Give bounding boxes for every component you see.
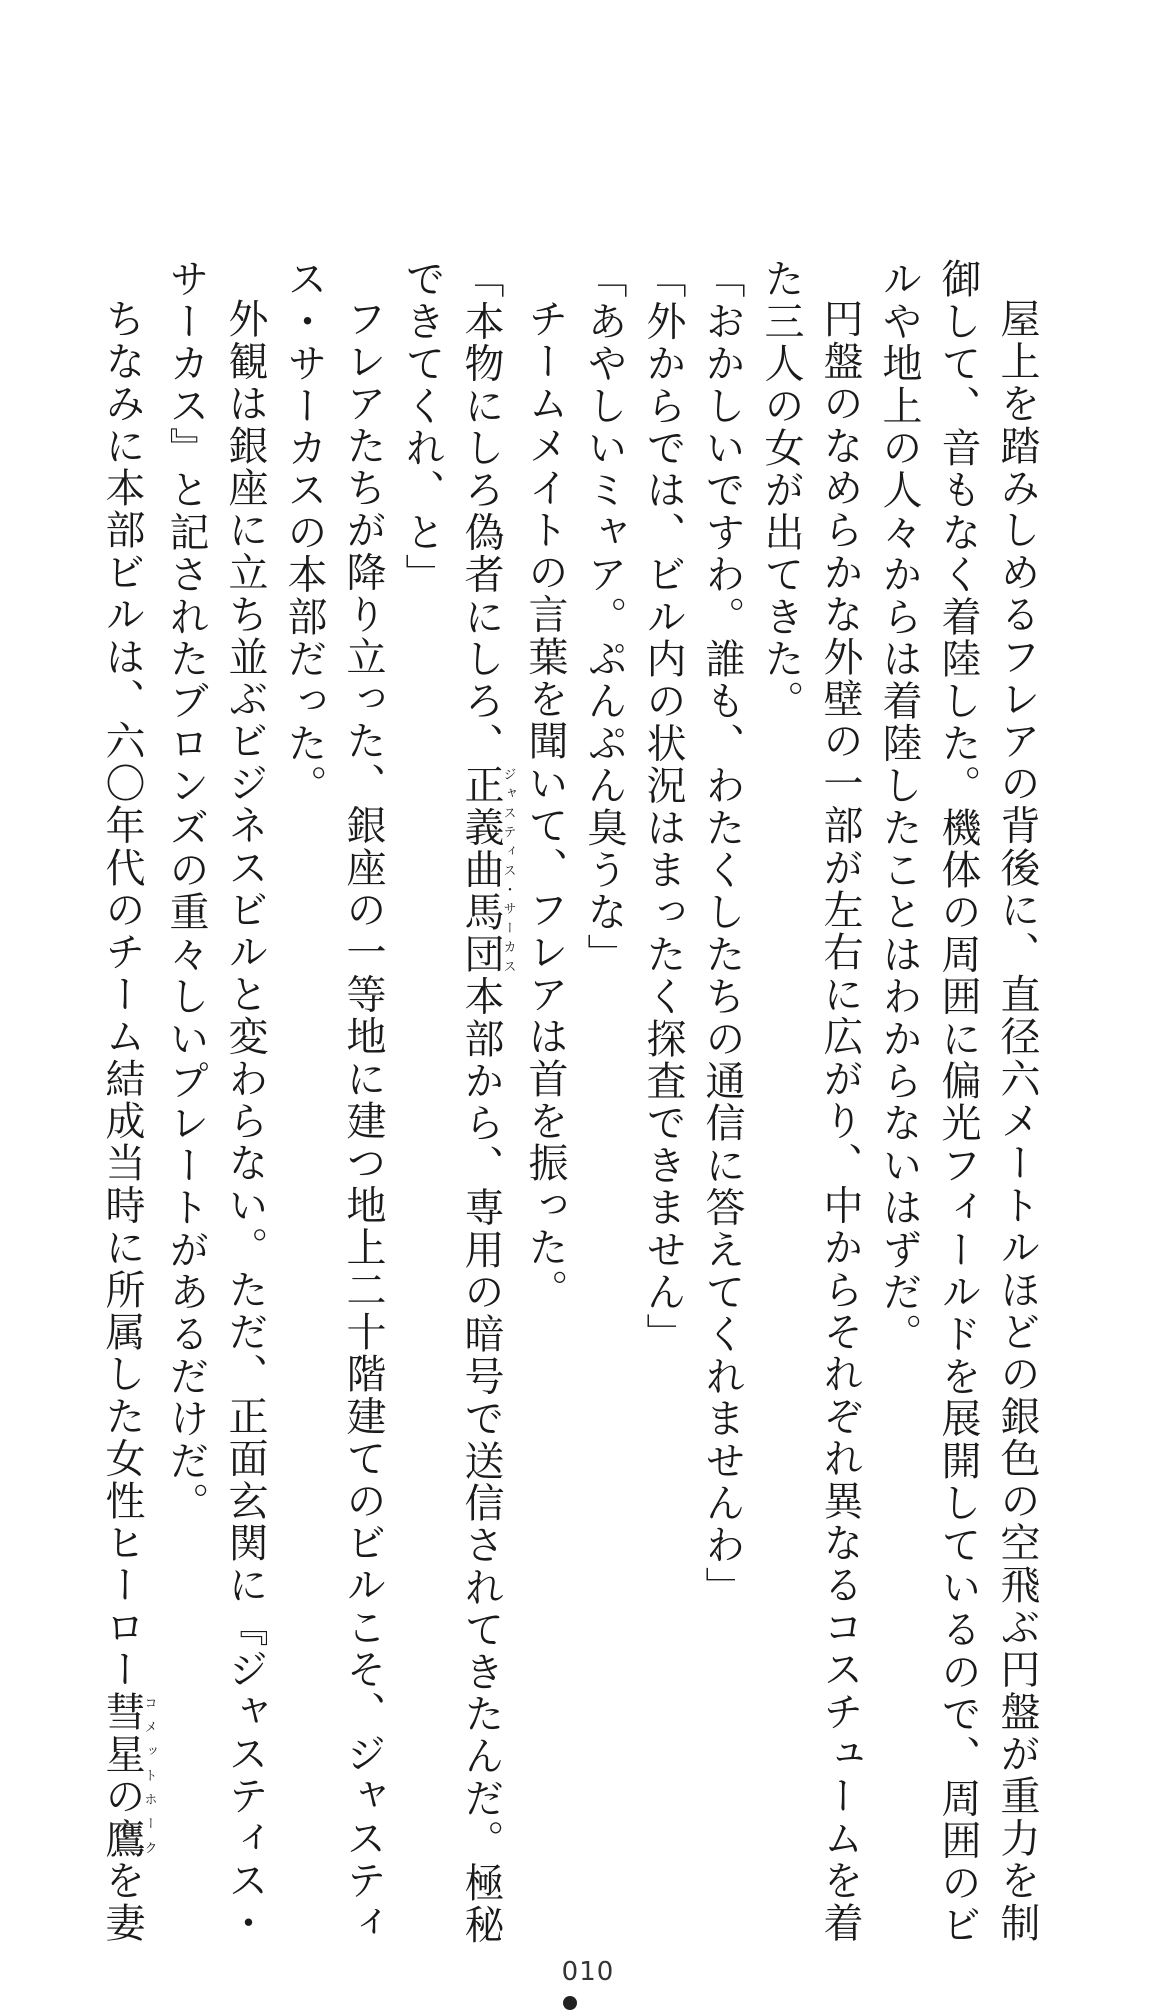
ruby-base: 正義曲馬団 [458,764,504,976]
text-segment: ちなみに本部ビルは、六〇年代のチーム結成当時に所属した女性ヒーロー [99,298,145,1691]
text-segment: を妻 [99,1859,145,1944]
dialogue-line: 「おかしいですわ。誰も、わたくしたちの通信に答えてくれませんわ」 [699,258,745,1609]
text-line: チームメイトの言葉を聞いて、フレアは首を振った。 [522,298,568,1311]
text-line: 屋上を踏みしめるフレアの背後に、直径六メートルほどの銀色の空飛ぶ円盤が重力を制 [994,298,1040,1944]
dialogue-line-with-ruby [451,258,516,1947]
text-line: サーカス』と記されたブロンズの重々しいプレートがあるだけだ。 [163,258,209,1524]
text-line: 外観は銀座に立ち並ぶビジネスビルと変わらない。ただ、正面玄関に『ジャスティス・ [222,298,268,1944]
ruby-annotated-term [458,764,516,976]
ruby-reading: ジャスティス・サーカス [500,764,516,976]
text-line-with-ruby [92,258,157,1944]
ruby-reading: コメットホーク [141,1690,157,1860]
vertical-body-text [99,258,1046,1947]
text-line: ス・サーカスの本部だった。 [281,258,327,807]
text-line: 円盤のなめらかな外壁の一部が左右に広がり、中からそれぞれ異なるコスチュームを着 [817,298,863,1944]
dialogue-line: できてくれ、と」 [399,258,445,596]
text-segment: 本部から、専用の暗号で送信されてきたんだ。極秘 [458,975,504,1947]
text-line: 御して、音もなく着陸した。機体の周囲に偏光フィールドを展開しているので、周囲のビ [935,258,981,1946]
page-number: 010 [561,1957,615,1987]
text-line: ルや地上の人々からは着陸したことはわからないはずだ。 [876,258,922,1356]
dialogue-line: 「あやしいミャア。ぷんぷん臭うな」 [581,258,627,976]
text-line: た三人の女が出てきた。 [758,258,804,723]
dialogue-line: 「外からでは、ビル内の状況はまったく探査できません」 [640,258,686,1356]
ruby-annotated-term [99,1690,157,1860]
text-line: フレアたちが降り立った、銀座の一等地に建つ地上二十階建てのビルこそ、ジャスティ [340,298,386,1944]
text-segment: 「本物にしろ偽者にしろ、 [458,258,504,765]
ruby-base: 彗星の鷹 [99,1690,145,1860]
